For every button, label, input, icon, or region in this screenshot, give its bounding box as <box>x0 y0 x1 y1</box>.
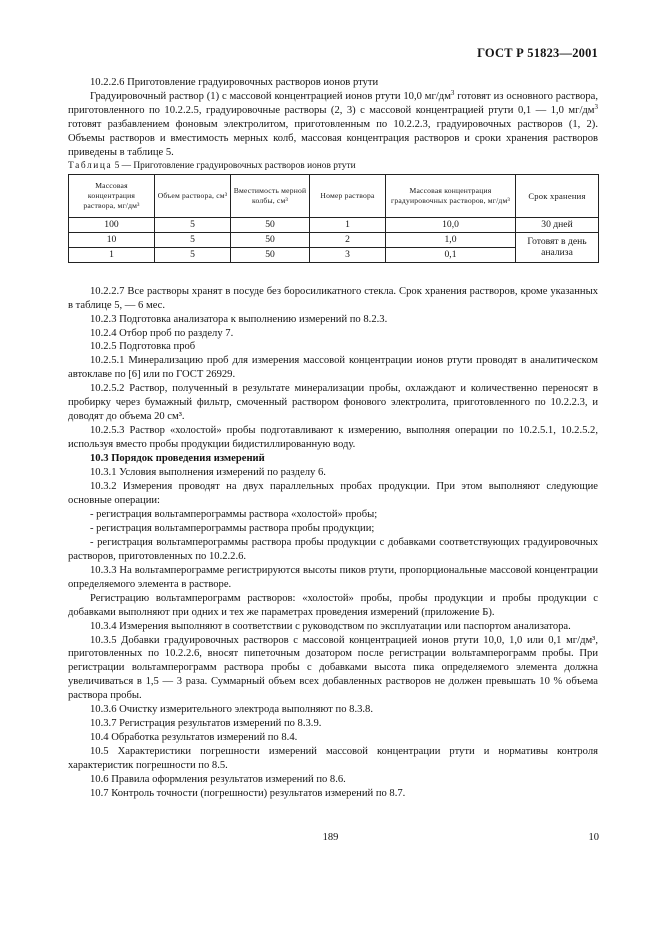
table-cell-storage: 30 дней <box>516 217 599 232</box>
table-cell-storage: Готовят в день анализа <box>516 232 599 262</box>
table-cell: 1 <box>69 247 155 262</box>
paragraph: 10.3.3 На вольтамперограмме регистрируются высоты пиков ртути, пропорциональные массовой концентрации определяемого элемента в растворе. <box>68 564 598 590</box>
list-item: - регистрация вольтамперограммы раствора «холостой» пробы; <box>90 508 378 520</box>
table-header-cell: Массовая концентрация градуировочных растворов, мг/дм³ <box>386 174 516 217</box>
document-body <box>68 76 598 801</box>
table-5 <box>68 174 599 263</box>
table-cell: 0,1 <box>386 247 516 262</box>
list-item: - регистрация вольтамперограммы раствора пробы продукции; <box>90 522 375 534</box>
list-item: - регистрация вольтамперограммы раствора пробы продукции с добавками соответствующих градуировочных растворов, приготовленных по 10.2.2.6. <box>68 536 598 562</box>
table-cell: 5 <box>155 232 231 247</box>
paragraph: 10.2.3 Подготовка анализатора к выполнению измерений по 8.2.3. <box>90 313 388 325</box>
paragraph: 10.2.5.3 Раствор «холостой» пробы подготавливают к измерению, выполняя операции по 10.2.5.1, 10.2.5.2, используя вместо пробы продукции бидистиллированную воду. <box>68 425 598 451</box>
paragraph: 10.6 Правила оформления результатов измерений по 8.6. <box>90 774 346 786</box>
table-cell: 5 <box>155 217 231 232</box>
paragraph: 10.3.4 Измерения выполняют в соответствии с руководством по эксплуатации или паспортом анализатора. <box>90 620 571 632</box>
paragraph: 10.2.4 Отбор проб по разделу 7. <box>90 327 234 339</box>
page-number: 189 <box>322 832 339 843</box>
paragraph: 10.3.6 Очистку измерительного электрода выполняют по 8.3.8. <box>90 704 373 716</box>
table-caption: Таблица 5 — Приготовление градуировочных растворов ионов ртути <box>68 160 356 171</box>
section-heading: 10.3 Порядок проведения измерений <box>90 453 265 465</box>
table-cell: 10 <box>69 232 155 247</box>
document-header: ГОСТ Р 51823—2001 <box>477 46 598 60</box>
paragraph: 10.2.5.1 Минерализацию проб для измерения массовой концентрации ионов ртути проводят в аналитическом автоклаве по [6] или по ГОСТ 26929. <box>68 355 598 381</box>
sheet-number: 10 <box>588 832 599 843</box>
table-cell: 1,0 <box>386 232 516 247</box>
table-header-cell: Объем раствора, см³ <box>155 174 231 217</box>
table-cell: 50 <box>231 232 310 247</box>
paragraph: Регистрацию вольтамперограмм растворов: «холостой» пробы, пробы продукции и пробы продукции с добавками выполняют при одних и тех же параметрах проведения измерений (приложение Б). <box>68 592 598 618</box>
table-header-cell: Срок хранения <box>516 174 599 217</box>
paragraph: 10.3.2 Измерения проводят на двух параллельных пробах продукции. При этом выполняют следующие основные операции: <box>68 481 598 506</box>
paragraph: 10.5 Характеристики погрешности измерений массовой концентрации ртути и нормативы контроля характеристик погрешности по 8.5. <box>68 746 598 772</box>
table-cell: 3 <box>310 247 386 262</box>
paragraph: 10.2.5.2 Раствор, полученный в результате минерализации пробы, охлаждают и количественно переносят в пробирку через бумажный фильтр, смоченный раствором фонового электролита, приготовленного по 10.2.2.3, и доводят до объема 20 см³. <box>68 383 598 423</box>
paragraph: 10.3.7 Регистрация результатов измерений по 8.3.9. <box>90 718 322 730</box>
table-cell: 1 <box>310 217 386 232</box>
table-cell: 5 <box>155 247 231 262</box>
section-heading: 10.2.2.6 Приготовление градуировочных растворов ионов ртути <box>90 77 379 88</box>
table-cell: 50 <box>231 217 310 232</box>
paragraph: 10.2.2.7 Все растворы хранят в посуде без боросиликатного стекла. Срок хранения растворов, кроме указанных в таблице 5, — 6 мес. <box>68 285 598 311</box>
table-cell: 50 <box>231 247 310 262</box>
table-header-row <box>69 174 599 217</box>
paragraph: 10.3.5 Добавки градуировочных растворов с массовой концентрацией ионов ртути 10,0, 1,0 или 0,1 мг/дм³, приготовленных по 10.2.2.6, вносят пипеточным дозатором после регистрации вольтамперограмм пробы. При регистрации вольтамперограмм раствора пробы с добавками высота пика определяемого элемента должна увеличиваться в 1,5 — 3 раза. Суммарный объем всех добавленных растворов не должен превышать 10 % объема раствора пробы. <box>68 634 598 702</box>
table-row <box>69 217 599 232</box>
paragraph: 10.3.1 Условия выполнения измерений по разделу 6. <box>90 467 326 479</box>
paragraph: 10.2.5 Подготовка проб <box>90 341 196 353</box>
paragraph: 10.4 Обработка результатов измерений по 8.4. <box>90 732 298 744</box>
table-header-cell: Номер раствора <box>310 174 386 217</box>
table-cell: 10,0 <box>386 217 516 232</box>
paragraph: Градуировочный раствор (1) с массовой концентрацией ионов ртути 10,0 $мг/дм^3$ готовят из основного раствора, приготовленного по 10.2.2.5, градуировочные растворы (2, 3) с массовой концентрацией ртути 0,1 — 1,0 $мг/дм^3$ готовят разбавлением фоновым электролитом, приготовленным по 10.2.2.3, градуировочных растворов (1, 2). Объемы растворов и вместимость мерных колб, массовая концентрация растворов и сроки хранения растворов приведены в таблице 5. <box>68 88 598 158</box>
table-cell: 2 <box>310 232 386 247</box>
table-cell: 100 <box>69 217 155 232</box>
paragraph: 10.7 Контроль точности (погрешности) результатов измерений по 8.7. <box>90 787 406 799</box>
table-header-cell: Вместимость мерной колбы, см³ <box>231 174 310 217</box>
table-header-cell: Массовая концентрация раствора, мг/дм³ <box>69 174 155 217</box>
table-row <box>69 232 599 247</box>
